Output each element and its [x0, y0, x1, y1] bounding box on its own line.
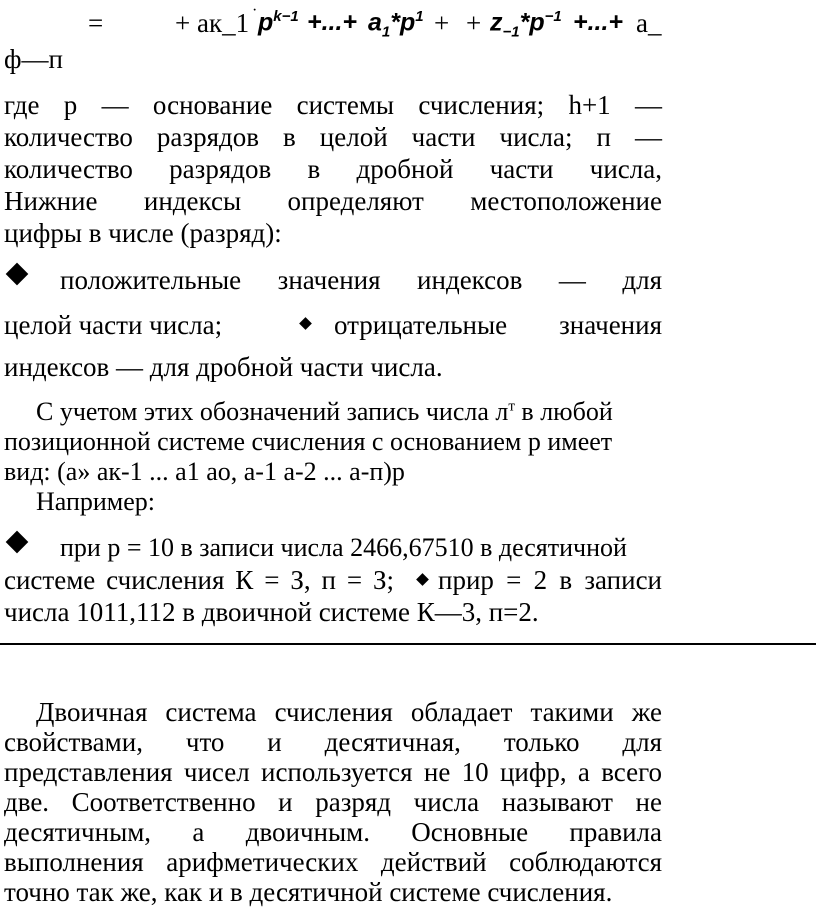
formula-line: [0, 2, 816, 42]
para2-line-2: позиционной системе счисления с основанием р имеет: [4, 427, 613, 456]
formula-plus-dots-2: +...+: [573, 8, 624, 36]
para1-line-1: где р — основание системы счисления; h+1 —: [4, 90, 662, 120]
example-line-1: при р = 10 в записи числа 2466,67510 в десятичной: [60, 533, 627, 562]
para1-line-2: количество разрядов в целой части числа; п —: [4, 122, 662, 152]
formula-line-2: ф—п: [4, 44, 63, 74]
formula-equals: =: [88, 8, 104, 38]
para1-line-4: Нижние индексы определяют местоположение: [4, 186, 662, 216]
bullet-positive-indices: положительные значения индексов — для: [60, 265, 662, 295]
horizontal-divider: [0, 643, 816, 645]
diamond-bullet-example-icon: [6, 531, 29, 554]
para3-line-2: свойствами, что и десятичная, только для: [4, 727, 662, 757]
para1-line-5: цифры в числе (разряд):: [4, 218, 282, 248]
bullet-line-2-start: целой части числа;: [4, 310, 223, 340]
example-line-2-end: прир = 2 в записи: [438, 565, 662, 595]
bullet-line-3: индексов — для дробной части числа.: [4, 352, 443, 382]
diamond-bullet-small-icon: [299, 317, 312, 330]
diamond-bullet-icon: [6, 263, 29, 286]
formula-dot: ·: [252, 2, 258, 19]
formula-term-z: $z_{-1}*p^{-1}$: [490, 8, 562, 41]
example-line-2-start: системе счисления К = З, п = З;: [4, 565, 394, 595]
formula-plus-ak: + ак_1: [175, 8, 250, 38]
formula-plus-dots: +...+: [307, 8, 358, 36]
bullet-negative-indices: отрицательные значения: [334, 310, 662, 340]
formula-term-p-k: $p^{k-1}$: [258, 8, 299, 37]
diamond-bullet-example-small-icon: [416, 573, 429, 586]
para2-line-4: Например:: [36, 487, 156, 516]
para2-line-3: вид: (а» ак-1 ... а1 ао, а-1 а-2 ... а-п)р: [4, 457, 405, 486]
formula-term-a1: $a_1*p^1$: [368, 8, 424, 41]
para3-line-5: десятичным, а двоичным. Основные правила: [4, 817, 662, 847]
para3-line-7: точно так же, как и в десятичной системе счисления.: [4, 877, 613, 907]
formula-plus-2: +: [466, 8, 482, 38]
para3-line-4: две. Соответственно и разряд числа называют не: [4, 787, 662, 817]
para3-line-1: Двоичная система счисления обладает такими же: [36, 697, 662, 727]
formula-plus-1: +: [434, 8, 450, 38]
formula-a-tail: а_: [636, 8, 662, 38]
para3-line-3: представления чисел используется не 10 цифр, а всего: [4, 757, 662, 787]
para3-line-6: выполнения арифметических действий соблюдаются: [4, 847, 662, 877]
example-line-3: числа 1011,112 в двоичной системе К—3, п=2.: [4, 597, 539, 627]
para1-line-3: количество разрядов в дробной части числа,: [4, 154, 662, 184]
para2-line-1: С учетом этих обозначений запись числа $л^т$ в любой: [36, 397, 613, 426]
